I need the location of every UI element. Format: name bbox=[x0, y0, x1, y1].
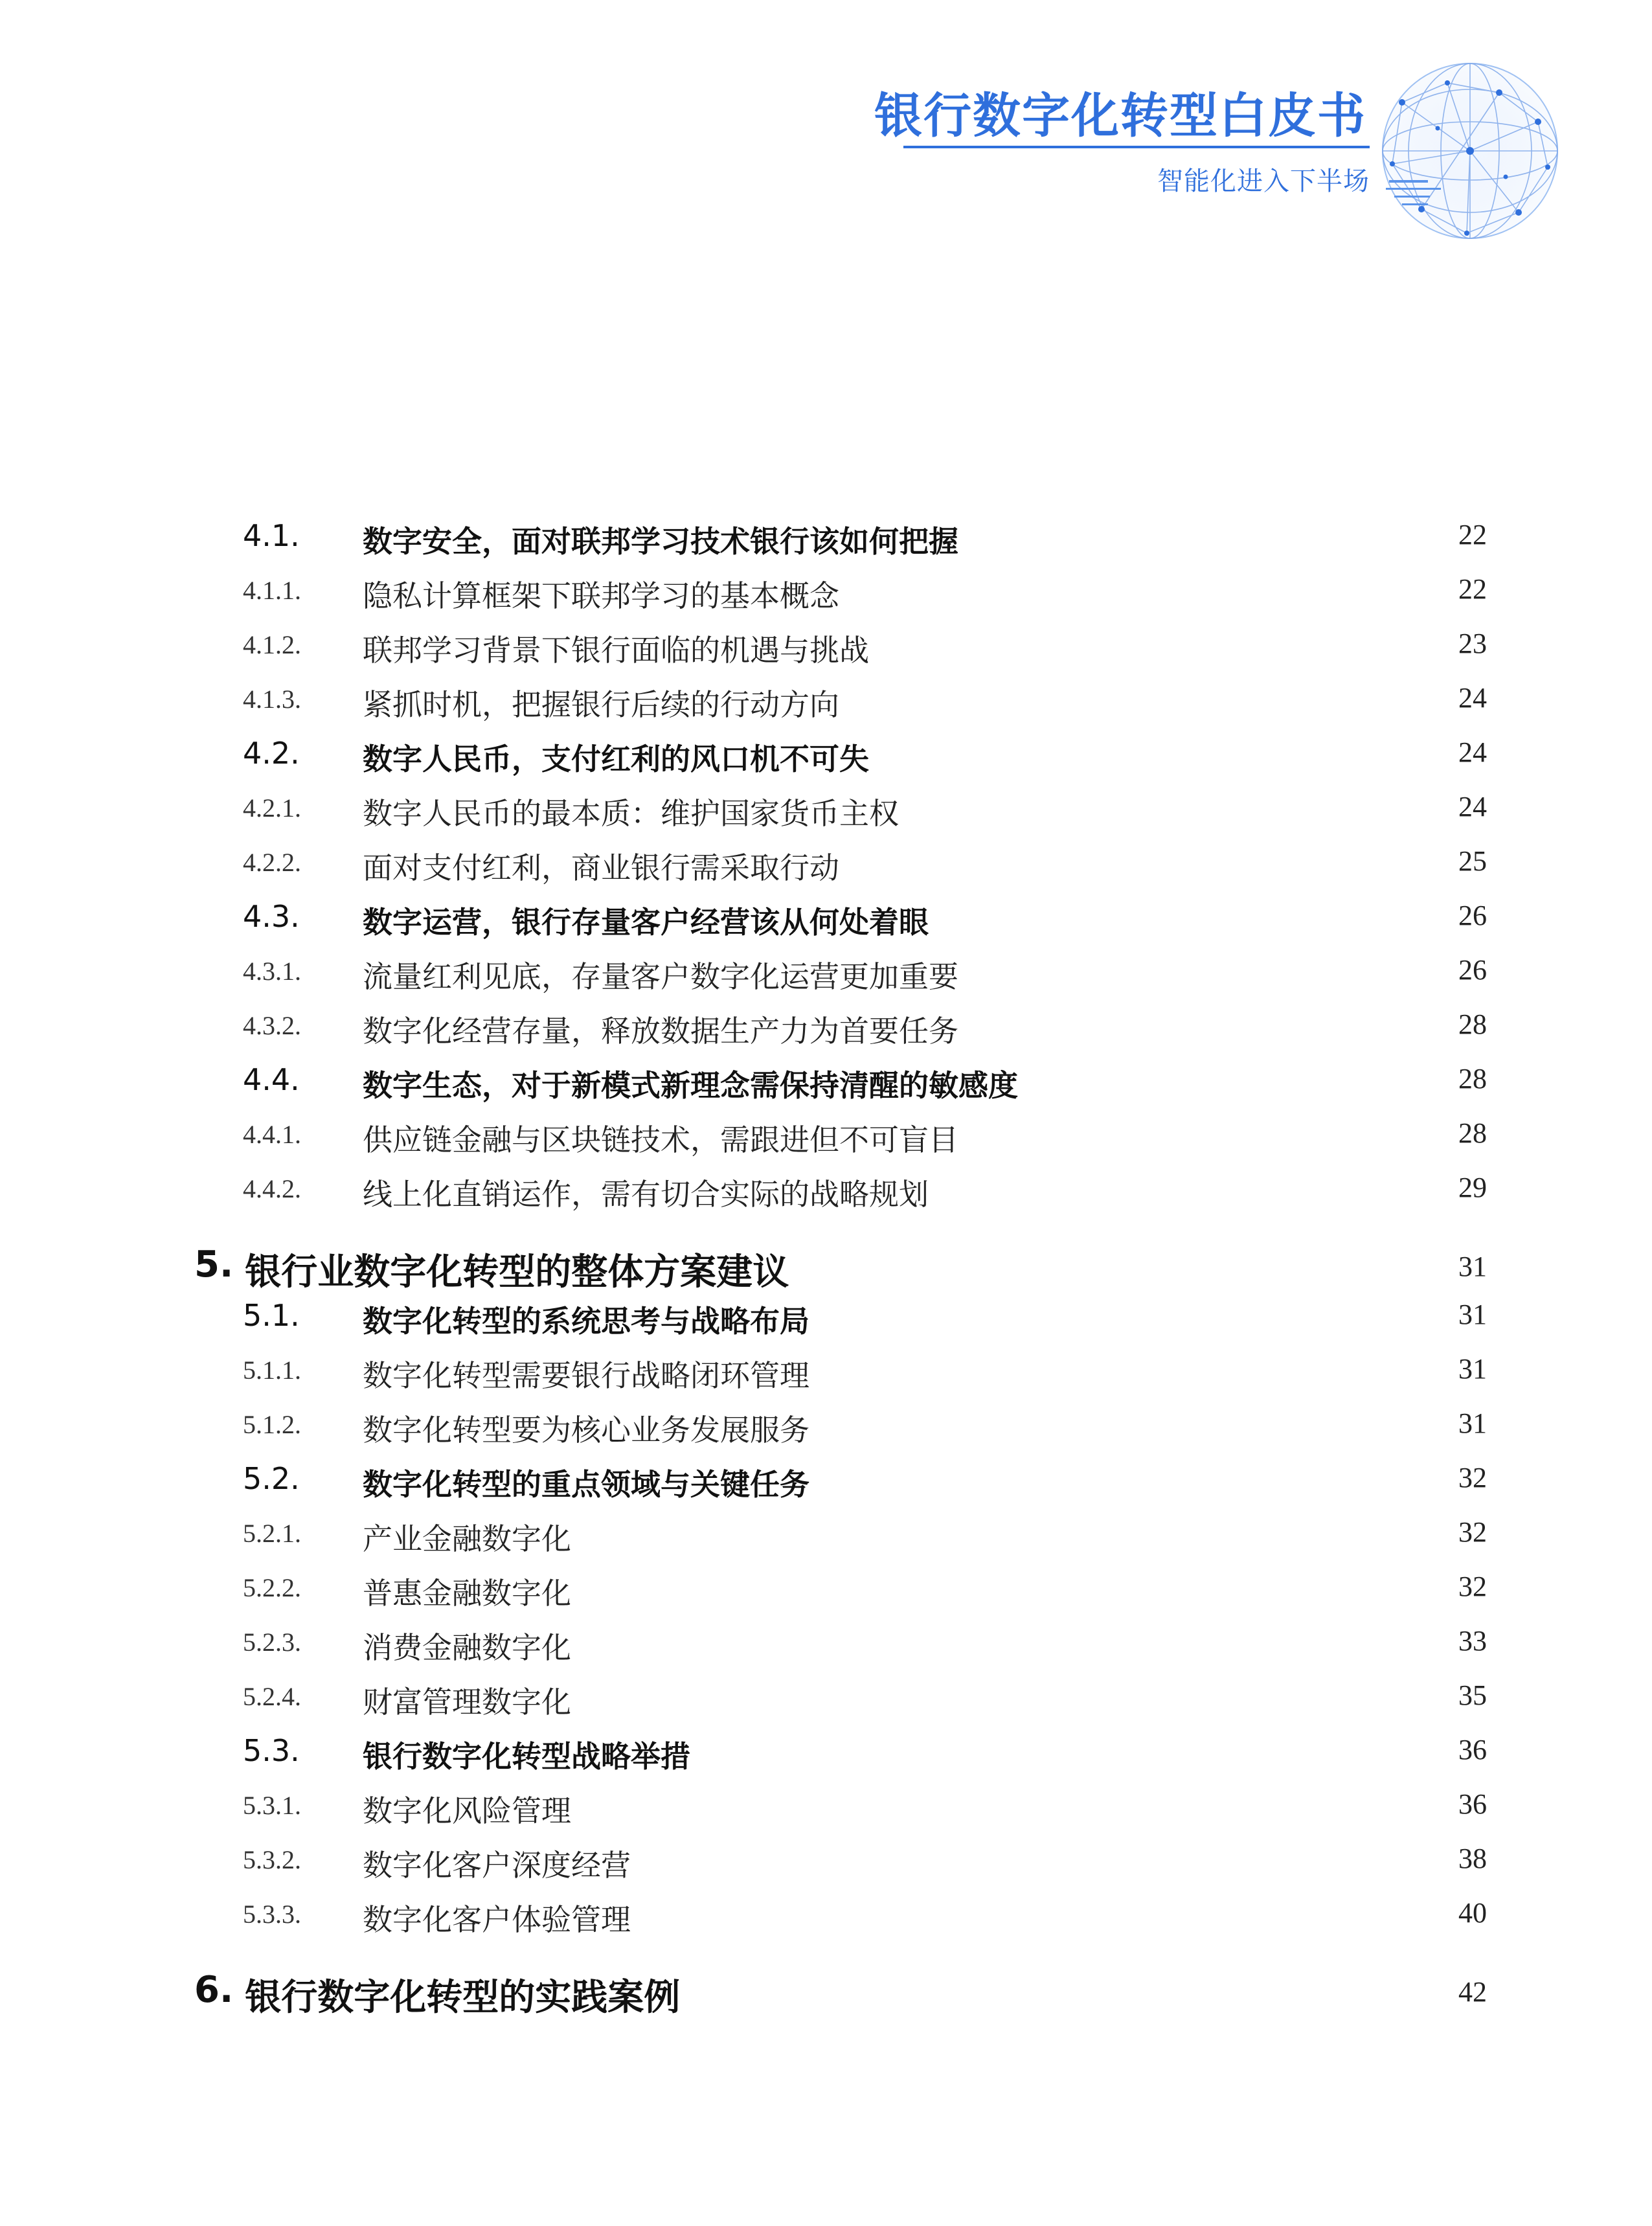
toc-entry-number: 4.3.1. bbox=[243, 957, 301, 986]
toc-entry-title: 数字化经营存量，释放数据生产力为首要任务 bbox=[363, 1014, 958, 1049]
toc-entry[interactable] bbox=[0, 1008, 1652, 1062]
toc-entry-page: 28 bbox=[1458, 1117, 1487, 1149]
toc-entry-title: 数字运营，银行存量客户经营该从何处着眼 bbox=[363, 905, 929, 940]
toc-entry-title: 面对支付红利，商业银行需采取行动 bbox=[363, 850, 839, 885]
toc-entry-page: 28 bbox=[1458, 1063, 1487, 1095]
toc-entry-number: 4.4.1. bbox=[243, 1120, 301, 1149]
toc-entry[interactable] bbox=[0, 790, 1652, 845]
toc-entry-title: 数字化转型的系统思考与战略布局 bbox=[363, 1304, 809, 1339]
toc-entry-page: 28 bbox=[1458, 1008, 1487, 1040]
toc-entry[interactable] bbox=[0, 1679, 1652, 1733]
network-globe-icon bbox=[1376, 57, 1564, 245]
toc-entry-number: 5.2.2. bbox=[243, 1573, 301, 1602]
toc-entry-page: 26 bbox=[1458, 900, 1487, 931]
toc-entry-page: 24 bbox=[1458, 736, 1487, 768]
toc-entry-title: 紧抓时机，把握银行后续的行动方向 bbox=[363, 687, 839, 722]
toc-entry-title: 数字化转型需要银行战略闭环管理 bbox=[363, 1358, 809, 1393]
toc-entry-page: 31 bbox=[1458, 1407, 1487, 1439]
toc-entry[interactable] bbox=[0, 953, 1652, 1008]
toc-entry[interactable] bbox=[0, 573, 1652, 627]
toc-entry[interactable] bbox=[0, 1570, 1652, 1624]
toc-entry-page: 31 bbox=[1458, 1353, 1487, 1385]
toc-entry-page: 26 bbox=[1458, 954, 1487, 986]
toc-entry-title: 线上化直销运作，需有切合实际的战略规划 bbox=[363, 1177, 929, 1212]
toc-entry-number: 5.2.4. bbox=[243, 1682, 301, 1711]
toc-entry-title: 数字生态，对于新模式新理念需保持清醒的敏感度 bbox=[363, 1068, 1018, 1103]
toc-entry-title: 数字化客户体验管理 bbox=[363, 1902, 631, 1937]
toc-entry-number: 4.1.2. bbox=[243, 630, 301, 659]
toc-entry-number: 5.3.2. bbox=[243, 1845, 301, 1874]
toc-entry-number: 4.1. bbox=[243, 518, 300, 553]
toc-entry-page: 33 bbox=[1458, 1625, 1487, 1657]
toc-entry[interactable] bbox=[0, 681, 1652, 736]
toc-entry[interactable] bbox=[0, 1352, 1652, 1407]
toc-entry-title: 数字化客户深度经营 bbox=[363, 1848, 631, 1883]
toc-entry[interactable] bbox=[0, 1062, 1652, 1117]
toc-entry-page: 42 bbox=[1458, 1976, 1487, 2008]
toc-entry-number: 4.2.1. bbox=[243, 793, 301, 823]
toc-entry-title: 联邦学习背景下银行面临的机遇与挑战 bbox=[363, 633, 869, 668]
toc-entry[interactable] bbox=[0, 1516, 1652, 1570]
toc-entry-page: 32 bbox=[1458, 1571, 1487, 1602]
toc-entry-title: 产业金融数字化 bbox=[363, 1521, 571, 1556]
toc-entry-number: 4.4. bbox=[243, 1062, 300, 1097]
toc-entry-number: 5. bbox=[194, 1244, 234, 1286]
toc-entry[interactable] bbox=[0, 1896, 1652, 1951]
toc-entry-page: 31 bbox=[1458, 1251, 1487, 1282]
document-title: 银行数字化转型白皮书 bbox=[874, 88, 1366, 144]
toc-entry[interactable] bbox=[0, 1969, 1652, 2023]
toc-entry[interactable] bbox=[0, 1244, 1652, 1298]
toc-entry-number: 5.3. bbox=[243, 1733, 300, 1768]
toc-entry[interactable] bbox=[0, 736, 1652, 790]
toc-entry[interactable] bbox=[0, 1842, 1652, 1896]
toc-entry-title: 财富管理数字化 bbox=[363, 1685, 571, 1720]
toc-entry-number: 4.1.1. bbox=[243, 576, 301, 605]
toc-entry-number: 4.1.3. bbox=[243, 685, 301, 714]
toc-entry[interactable] bbox=[0, 627, 1652, 681]
toc-entry-number: 6. bbox=[194, 1969, 234, 2011]
toc-entry-title: 消费金融数字化 bbox=[363, 1630, 571, 1665]
toc-entry[interactable] bbox=[0, 1788, 1652, 1842]
toc-entry-title: 普惠金融数字化 bbox=[363, 1576, 571, 1611]
toc-entry-title: 数字人民币，支付红利的风口机不可失 bbox=[363, 742, 869, 777]
toc-entry-number: 5.1. bbox=[243, 1298, 300, 1333]
toc-entry-page: 24 bbox=[1458, 791, 1487, 823]
toc-entry[interactable] bbox=[0, 1298, 1652, 1352]
toc-entry[interactable] bbox=[0, 1624, 1652, 1679]
toc-entry-number: 5.3.1. bbox=[243, 1791, 301, 1820]
toc-entry[interactable] bbox=[0, 1117, 1652, 1171]
toc-entry[interactable] bbox=[0, 1171, 1652, 1225]
toc-entry-title: 数字人民币的最本质：维护国家货币主权 bbox=[363, 796, 899, 831]
toc-entry-number: 5.2.1. bbox=[243, 1519, 301, 1548]
toc-entry-page: 40 bbox=[1458, 1897, 1487, 1929]
toc-entry-page: 22 bbox=[1458, 519, 1487, 551]
toc-entry-page: 35 bbox=[1458, 1679, 1487, 1711]
toc-entry-title: 隐私计算框架下联邦学习的基本概念 bbox=[363, 578, 839, 613]
toc-entry-page: 22 bbox=[1458, 573, 1487, 605]
toc-entry-title: 供应链金融与区块链技术，需跟进但不可盲目 bbox=[363, 1122, 958, 1157]
toc-entry-number: 5.1.1. bbox=[243, 1356, 301, 1385]
header-rule bbox=[903, 146, 1370, 148]
toc-entry-number: 4.3. bbox=[243, 899, 300, 934]
toc-entry-page: 32 bbox=[1458, 1462, 1487, 1493]
toc-entry-title: 数字化转型要为核心业务发展服务 bbox=[363, 1413, 809, 1448]
toc-entry-page: 24 bbox=[1458, 682, 1487, 714]
document-subtitle: 智能化进入下半场 bbox=[1157, 166, 1370, 196]
toc-entry-number: 5.2.3. bbox=[243, 1628, 301, 1657]
toc-entry-title: 银行数字化转型的实践案例 bbox=[245, 1977, 681, 2019]
toc-entry-page: 29 bbox=[1458, 1172, 1487, 1203]
toc-entry-page: 36 bbox=[1458, 1788, 1487, 1820]
toc-entry-page: 32 bbox=[1458, 1516, 1487, 1548]
toc-entry-title: 数字化转型的重点领域与关键任务 bbox=[363, 1467, 809, 1502]
toc-entry-page: 31 bbox=[1458, 1299, 1487, 1330]
toc-entry-number: 4.2.2. bbox=[243, 848, 301, 877]
toc-entry-page: 38 bbox=[1458, 1843, 1487, 1874]
toc-entry-number: 5.1.2. bbox=[243, 1410, 301, 1439]
toc-entry-page: 36 bbox=[1458, 1734, 1487, 1766]
toc-entry-title: 银行数字化转型战略举措 bbox=[363, 1739, 690, 1774]
toc-entry-title: 银行业数字化转型的整体方案建议 bbox=[245, 1251, 789, 1293]
toc-entry[interactable] bbox=[0, 845, 1652, 899]
toc-entry-number: 4.3.2. bbox=[243, 1011, 301, 1040]
toc-entry-number: 4.4.2. bbox=[243, 1174, 301, 1203]
toc-entry[interactable] bbox=[0, 1733, 1652, 1788]
toc-entry[interactable] bbox=[0, 1407, 1652, 1461]
toc-entry[interactable] bbox=[0, 1461, 1652, 1516]
toc-entry-number: 5.2. bbox=[243, 1461, 300, 1496]
toc-entry[interactable] bbox=[0, 899, 1652, 953]
toc-entry-number: 4.2. bbox=[243, 736, 300, 771]
toc-entry-number: 5.3.3. bbox=[243, 1900, 301, 1929]
toc-entry-page: 23 bbox=[1458, 628, 1487, 659]
toc-entry-title: 数字安全，面对联邦学习技术银行该如何把握 bbox=[363, 524, 958, 559]
toc-entry-title: 数字化风险管理 bbox=[363, 1793, 571, 1828]
toc-entry[interactable] bbox=[0, 518, 1652, 573]
toc-entry-title: 流量红利见底，存量客户数字化运营更加重要 bbox=[363, 959, 958, 994]
toc-entry-page: 25 bbox=[1458, 845, 1487, 877]
